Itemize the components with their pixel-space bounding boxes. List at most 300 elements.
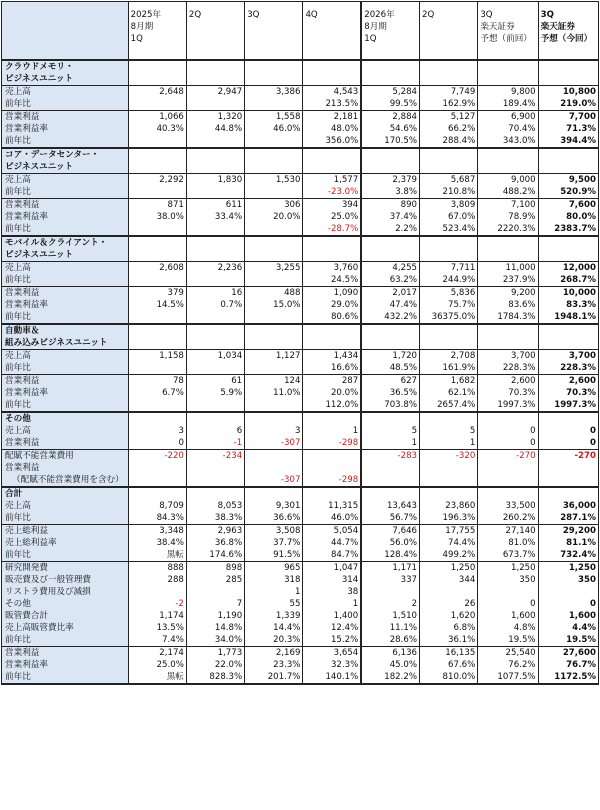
table-cell	[186, 98, 244, 111]
table-cell: 67.0%	[420, 211, 478, 223]
table-cell: 1,090	[303, 287, 361, 300]
table-cell: 219.0%	[538, 98, 598, 111]
table-cell: 78.9%	[478, 211, 538, 223]
table-cell: 228.3%	[478, 362, 538, 375]
table-cell: 2383.7%	[538, 223, 598, 236]
table-row	[2, 86, 599, 99]
table-row	[2, 324, 599, 337]
table-cell	[478, 586, 538, 598]
table-cell: 76.7%	[538, 659, 598, 671]
table-cell: 1,127	[245, 350, 303, 363]
table-cell	[245, 324, 303, 337]
column-header-1	[128, 2, 186, 61]
table-cell: -320	[420, 450, 478, 463]
header-line: 予想（今回）	[540, 34, 593, 44]
table-cell: 318	[245, 574, 303, 586]
header-line: 3Q	[480, 10, 493, 20]
table-cell: 81.1%	[538, 537, 598, 549]
table-cell	[361, 487, 419, 500]
table-cell: 0	[538, 437, 598, 450]
table-row	[2, 425, 599, 437]
row-label: 営業利益	[2, 462, 129, 474]
table-cell: 1	[303, 425, 361, 437]
table-cell: 黒転	[128, 549, 186, 562]
header-line: 3Q	[247, 10, 260, 20]
table-cell: 287	[303, 375, 361, 388]
table-cell: 7,700	[538, 111, 598, 124]
table-body	[2, 60, 599, 684]
table-cell	[245, 487, 303, 500]
row-label: 売上高	[2, 174, 129, 187]
table-cell: 38.4%	[128, 537, 186, 549]
table-cell: -283	[361, 450, 419, 463]
table-cell: 19.5%	[478, 634, 538, 647]
table-cell	[303, 236, 361, 249]
table-cell: 1,577	[303, 174, 361, 187]
table-cell: 162.9%	[420, 98, 478, 111]
table-cell	[128, 135, 186, 148]
table-cell	[478, 487, 538, 500]
table-cell: 350	[538, 574, 598, 586]
table-cell: -2	[128, 598, 186, 610]
table-cell: 25.0%	[303, 211, 361, 223]
table-cell: 128.4%	[361, 549, 419, 562]
section-label: その他	[2, 412, 129, 425]
table-cell: 16,135	[420, 647, 478, 660]
row-label: 営業利益	[2, 287, 129, 300]
table-cell: 46.0%	[245, 123, 303, 135]
table-cell	[361, 337, 419, 350]
table-cell: 306	[245, 199, 303, 212]
table-cell: 2,600	[478, 375, 538, 388]
table-row	[2, 500, 599, 512]
table-cell: 2,236	[186, 262, 244, 275]
row-label: 売上高	[2, 500, 129, 512]
table-cell	[245, 135, 303, 148]
table-cell: 78	[128, 375, 186, 388]
table-cell: 1,174	[128, 610, 186, 622]
table-cell: 488.2%	[478, 186, 538, 199]
column-header-4	[303, 2, 361, 61]
table-cell	[420, 324, 478, 337]
table-cell: 74.4%	[420, 537, 478, 549]
table-cell	[420, 60, 478, 73]
table-cell: 15.2%	[303, 634, 361, 647]
table-cell: 140.1%	[303, 671, 361, 684]
table-cell	[361, 148, 419, 161]
table-cell: 287.1%	[538, 512, 598, 525]
column-header-2	[186, 2, 244, 61]
table-cell	[538, 487, 598, 500]
table-cell: 11,315	[303, 500, 361, 512]
table-cell: 13,643	[361, 500, 419, 512]
table-cell	[128, 274, 186, 287]
table-cell: 1,773	[186, 647, 244, 660]
section-label: ビジネスユニット	[2, 161, 129, 174]
table-cell: 48.5%	[361, 362, 419, 375]
table-cell: 19.5%	[538, 634, 598, 647]
table-cell	[186, 223, 244, 236]
table-row	[2, 223, 599, 236]
table-cell: 5	[420, 425, 478, 437]
table-cell: 9,301	[245, 500, 303, 512]
table-cell: 22.0%	[186, 659, 244, 671]
table-cell	[186, 148, 244, 161]
table-cell: 56.0%	[361, 537, 419, 549]
table-cell	[420, 161, 478, 174]
table-cell: 6	[186, 425, 244, 437]
table-cell: 75.7%	[420, 299, 478, 311]
table-cell: 1,720	[361, 350, 419, 363]
table-cell	[128, 337, 186, 350]
table-cell: 182.2%	[361, 671, 419, 684]
table-cell	[128, 161, 186, 174]
section-label: モバイル＆クライアント・	[2, 236, 129, 249]
table-cell	[128, 186, 186, 199]
table-cell: 4.8%	[478, 622, 538, 634]
table-row	[2, 299, 599, 311]
table-cell: 1172.5%	[538, 671, 598, 684]
table-row	[2, 512, 599, 525]
table-cell	[186, 399, 244, 412]
table-cell: 3,700	[538, 350, 598, 363]
row-label: 販管費合計	[2, 610, 129, 622]
table-cell: 1948.1%	[538, 311, 598, 324]
table-cell: 3,760	[303, 262, 361, 275]
table-cell: 84.3%	[128, 512, 186, 525]
table-cell: 673.7%	[478, 549, 538, 562]
row-label: 前年比	[2, 311, 129, 324]
table-cell	[361, 236, 419, 249]
section-label: クラウドメモリ・	[2, 60, 129, 73]
table-cell: 37.4%	[361, 211, 419, 223]
table-cell: 810.0%	[420, 671, 478, 684]
table-cell	[245, 249, 303, 262]
table-cell: 1,158	[128, 350, 186, 363]
table-cell: 16.6%	[303, 362, 361, 375]
table-row	[2, 362, 599, 375]
table-row	[2, 487, 599, 500]
table-cell: 5	[361, 425, 419, 437]
header-line: 2025年	[130, 10, 162, 20]
table-cell: 33,500	[478, 500, 538, 512]
table-cell: 70.4%	[478, 123, 538, 135]
table-cell: -270	[538, 450, 598, 463]
table-cell	[303, 462, 361, 474]
table-cell: 4,255	[361, 262, 419, 275]
table-cell: 124	[245, 375, 303, 388]
table-cell: 99.5%	[361, 98, 419, 111]
table-cell	[128, 586, 186, 598]
table-cell	[361, 324, 419, 337]
table-row	[2, 586, 599, 598]
table-cell: 54.6%	[361, 123, 419, 135]
table-cell: 6.7%	[128, 387, 186, 399]
table-row	[2, 123, 599, 135]
table-cell: 237.9%	[478, 274, 538, 287]
table-cell: 112.0%	[303, 399, 361, 412]
table-cell	[128, 399, 186, 412]
row-label: 研究開発費	[2, 562, 129, 575]
table-cell	[186, 462, 244, 474]
row-label: 前年比	[2, 362, 129, 375]
table-cell	[538, 412, 598, 425]
table-cell: 56.7%	[361, 512, 419, 525]
table-row	[2, 549, 599, 562]
table-cell: 44.7%	[303, 537, 361, 549]
table-row	[2, 462, 599, 474]
header-line: 4Q	[305, 10, 318, 20]
table-cell: 25.0%	[128, 659, 186, 671]
table-cell: 12.4%	[303, 622, 361, 634]
table-cell: 1784.3%	[478, 311, 538, 324]
table-cell	[128, 98, 186, 111]
table-cell: 703.8%	[361, 399, 419, 412]
table-cell: 38.3%	[186, 512, 244, 525]
table-cell: 55	[245, 598, 303, 610]
table-cell: 1	[245, 586, 303, 598]
table-cell	[128, 412, 186, 425]
table-cell: 828.3%	[186, 671, 244, 684]
table-cell: 3.8%	[361, 186, 419, 199]
table-cell: 2,608	[128, 262, 186, 275]
table-cell: 898	[186, 562, 244, 575]
table-cell: 244.9%	[420, 274, 478, 287]
table-cell: 0	[128, 437, 186, 450]
table-cell	[420, 462, 478, 474]
table-row	[2, 199, 599, 212]
table-row	[2, 634, 599, 647]
table-cell: 488	[245, 287, 303, 300]
table-cell	[245, 186, 303, 199]
table-cell: 17,755	[420, 525, 478, 538]
table-cell	[128, 324, 186, 337]
column-header-3	[245, 2, 303, 61]
table-cell: 2,181	[303, 111, 361, 124]
table-cell: 2.2%	[361, 223, 419, 236]
table-cell: 2,379	[361, 174, 419, 187]
header-line: 2Q	[422, 10, 435, 20]
table-row	[2, 598, 599, 610]
table-cell	[128, 474, 186, 487]
table-cell: 7,749	[420, 86, 478, 99]
table-cell: 0	[478, 437, 538, 450]
table-cell: 268.7%	[538, 274, 598, 287]
table-cell: 3,386	[245, 86, 303, 99]
table-cell	[186, 60, 244, 73]
table-cell	[128, 462, 186, 474]
table-cell: 1,434	[303, 350, 361, 363]
row-label: 売上高販管費比率	[2, 622, 129, 634]
table-cell: 2,600	[538, 375, 598, 388]
table-cell: 28.6%	[361, 634, 419, 647]
table-row	[2, 311, 599, 324]
table-row	[2, 399, 599, 412]
table-cell	[538, 236, 598, 249]
table-cell	[128, 362, 186, 375]
table-row	[2, 574, 599, 586]
table-cell: 33.4%	[186, 211, 244, 223]
table-cell	[478, 60, 538, 73]
table-cell: 63.2%	[361, 274, 419, 287]
table-row	[2, 174, 599, 187]
table-cell: 7.4%	[128, 634, 186, 647]
table-cell: 1,600	[478, 610, 538, 622]
table-cell	[361, 249, 419, 262]
table-cell: 44.8%	[186, 123, 244, 135]
table-cell: 523.4%	[420, 223, 478, 236]
table-cell: 84.7%	[303, 549, 361, 562]
table-cell: 5,127	[420, 111, 478, 124]
table-cell	[361, 60, 419, 73]
table-cell: 1,510	[361, 610, 419, 622]
table-cell: 1077.5%	[478, 671, 538, 684]
table-cell: 70.3%	[538, 387, 598, 399]
table-cell	[186, 337, 244, 350]
table-cell	[186, 311, 244, 324]
table-cell: 196.3%	[420, 512, 478, 525]
table-cell	[420, 474, 478, 487]
table-cell	[303, 450, 361, 463]
table-cell	[303, 412, 361, 425]
row-label: 前年比	[2, 186, 129, 199]
table-cell: 4.4%	[538, 622, 598, 634]
table-cell: 260.2%	[478, 512, 538, 525]
financial-table-sheet	[0, 1, 600, 810]
table-cell	[245, 399, 303, 412]
row-label: 売上総利益率	[2, 537, 129, 549]
table-cell: 3,348	[128, 525, 186, 538]
table-cell	[478, 249, 538, 262]
table-cell	[186, 324, 244, 337]
table-cell	[186, 274, 244, 287]
table-cell	[538, 73, 598, 86]
table-cell	[478, 236, 538, 249]
table-cell: 45.0%	[361, 659, 419, 671]
table-row	[2, 610, 599, 622]
table-cell: 1,830	[186, 174, 244, 187]
table-cell: 36.6%	[245, 512, 303, 525]
table-cell: 37.7%	[245, 537, 303, 549]
section-label: 自動車＆	[2, 324, 129, 337]
table-cell: 62.1%	[420, 387, 478, 399]
table-cell: 1,620	[420, 610, 478, 622]
table-cell	[478, 337, 538, 350]
row-label: 前年比	[2, 634, 129, 647]
row-label: 営業利益	[2, 199, 129, 212]
table-cell: 288.4%	[420, 135, 478, 148]
table-cell: 5,836	[420, 287, 478, 300]
table-row	[2, 647, 599, 660]
table-cell: 1,530	[245, 174, 303, 187]
table-cell: 3	[245, 425, 303, 437]
table-cell: 9,500	[538, 174, 598, 187]
table-cell	[303, 161, 361, 174]
table-cell: 1,250	[420, 562, 478, 575]
table-cell: 210.8%	[420, 186, 478, 199]
table-cell: 5,284	[361, 86, 419, 99]
header-line: 8月期	[364, 22, 387, 32]
section-label: 組み込みビジネスユニット	[2, 337, 129, 350]
table-cell: 2,174	[128, 647, 186, 660]
table-cell	[128, 249, 186, 262]
table-cell: 4,543	[303, 86, 361, 99]
table-row	[2, 274, 599, 287]
table-cell: 14.8%	[186, 622, 244, 634]
table-cell	[186, 487, 244, 500]
header-line: 2026年	[364, 10, 395, 20]
table-cell: 14.5%	[128, 299, 186, 311]
table-cell	[538, 148, 598, 161]
table-row	[2, 350, 599, 363]
table-cell: 394.4%	[538, 135, 598, 148]
table-cell: 344	[420, 574, 478, 586]
table-cell: -307	[245, 437, 303, 450]
header-line: 楽天証券	[480, 22, 515, 32]
table-cell	[538, 474, 598, 487]
table-cell	[420, 249, 478, 262]
table-cell: 1997.3%	[538, 399, 598, 412]
row-label: 営業利益	[2, 437, 129, 450]
row-label: 売上総利益	[2, 525, 129, 538]
row-label: 営業利益	[2, 111, 129, 124]
table-cell	[245, 60, 303, 73]
table-cell: 40.3%	[128, 123, 186, 135]
table-cell	[245, 412, 303, 425]
table-cell	[128, 223, 186, 236]
table-cell: 170.5%	[361, 135, 419, 148]
table-cell: -270	[478, 450, 538, 463]
row-label: 販売費及び一般管理費	[2, 574, 129, 586]
table-cell: 11,000	[478, 262, 538, 275]
table-cell: 7,600	[538, 199, 598, 212]
row-label: リストラ費用及び減損	[2, 586, 129, 598]
column-header-5	[361, 2, 419, 61]
header-line: 予想（前回）	[480, 34, 532, 44]
table-cell: 1,171	[361, 562, 419, 575]
row-label: 前年比	[2, 98, 129, 111]
table-row	[2, 474, 599, 487]
table-cell	[361, 462, 419, 474]
table-cell: 890	[361, 199, 419, 212]
row-label: 前年比	[2, 399, 129, 412]
table-cell	[361, 161, 419, 174]
table-cell: 黒転	[128, 671, 186, 684]
table-row	[2, 73, 599, 86]
table-cell: 36.1%	[420, 634, 478, 647]
table-cell: 1,682	[420, 375, 478, 388]
table-cell: 1	[420, 437, 478, 450]
table-cell	[420, 487, 478, 500]
table-cell: 38	[303, 586, 361, 598]
table-cell: 0	[478, 425, 538, 437]
table-row	[2, 387, 599, 399]
table-cell: 23,860	[420, 500, 478, 512]
table-cell: 5,054	[303, 525, 361, 538]
table-cell: 0	[538, 598, 598, 610]
table-cell	[245, 462, 303, 474]
table-cell	[538, 249, 598, 262]
table-cell: 91.5%	[245, 549, 303, 562]
table-cell: -23.0%	[303, 186, 361, 199]
row-label: 売上高	[2, 86, 129, 99]
table-row	[2, 671, 599, 684]
table-cell: 965	[245, 562, 303, 575]
table-cell: 2657.4%	[420, 399, 478, 412]
table-row	[2, 537, 599, 549]
table-cell: 1,190	[186, 610, 244, 622]
section-label: 合計	[2, 487, 129, 500]
